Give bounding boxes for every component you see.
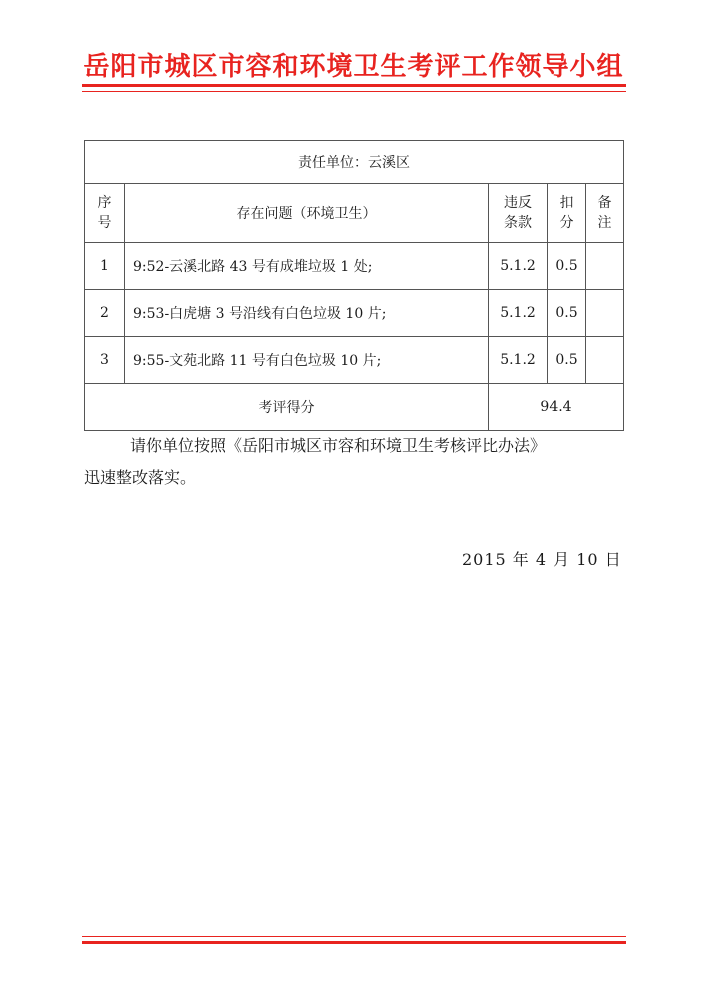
column-header-note: 备 注 (586, 184, 624, 243)
table-row (85, 243, 624, 290)
row-note (586, 290, 624, 337)
column-header-index: 序 号 (85, 184, 125, 243)
row-clause: 5.1.2 (489, 290, 548, 337)
table-row (85, 337, 624, 384)
table-row (85, 290, 624, 337)
header-rule-thick (82, 84, 626, 87)
responsible-unit: 责任单位：云溪区 (85, 141, 624, 184)
score-row (85, 384, 624, 431)
header-rule-thin (82, 91, 626, 92)
row-index: 1 (85, 243, 125, 290)
row-deduct: 0.5 (548, 290, 586, 337)
row-index: 2 (85, 290, 125, 337)
notice-line-2: 迅速整改落实。 (84, 468, 197, 487)
score-value: 94.4 (489, 384, 624, 431)
row-note (586, 243, 624, 290)
document-date: 2015 年 4 月 10 日 (462, 550, 622, 569)
row-issue: 9:52-云溪北路 43 号有成堆垃圾 1 处; (125, 243, 489, 290)
row-clause: 5.1.2 (489, 337, 548, 384)
column-header-clause: 违反 条款 (489, 184, 548, 243)
notice-paragraph (84, 430, 624, 494)
footer-rule-thin (82, 936, 626, 937)
table-title-row (85, 141, 624, 184)
row-issue: 9:55-文苑北路 11 号有白色垃圾 10 片; (125, 337, 489, 384)
page-title: 岳阳市城区市容和环境卫生考评工作领导小组 (83, 52, 624, 82)
notice-line-1: 请你单位按照《岳阳市城区市容和环境卫生考核评比办法》 (130, 436, 547, 455)
report-table (84, 140, 624, 431)
row-issue: 9:53-白虎塘 3 号沿线有白色垃圾 10 片; (125, 290, 489, 337)
row-clause: 5.1.2 (489, 243, 548, 290)
row-index: 3 (85, 337, 125, 384)
column-header-deduct: 扣 分 (548, 184, 586, 243)
column-header-issue: 存在问题（环境卫生） (125, 184, 489, 243)
score-label: 考评得分 (85, 384, 489, 431)
row-deduct: 0.5 (548, 337, 586, 384)
row-note (586, 337, 624, 384)
table-header-row (85, 184, 624, 243)
row-deduct: 0.5 (548, 243, 586, 290)
footer-rule-thick (82, 941, 626, 944)
